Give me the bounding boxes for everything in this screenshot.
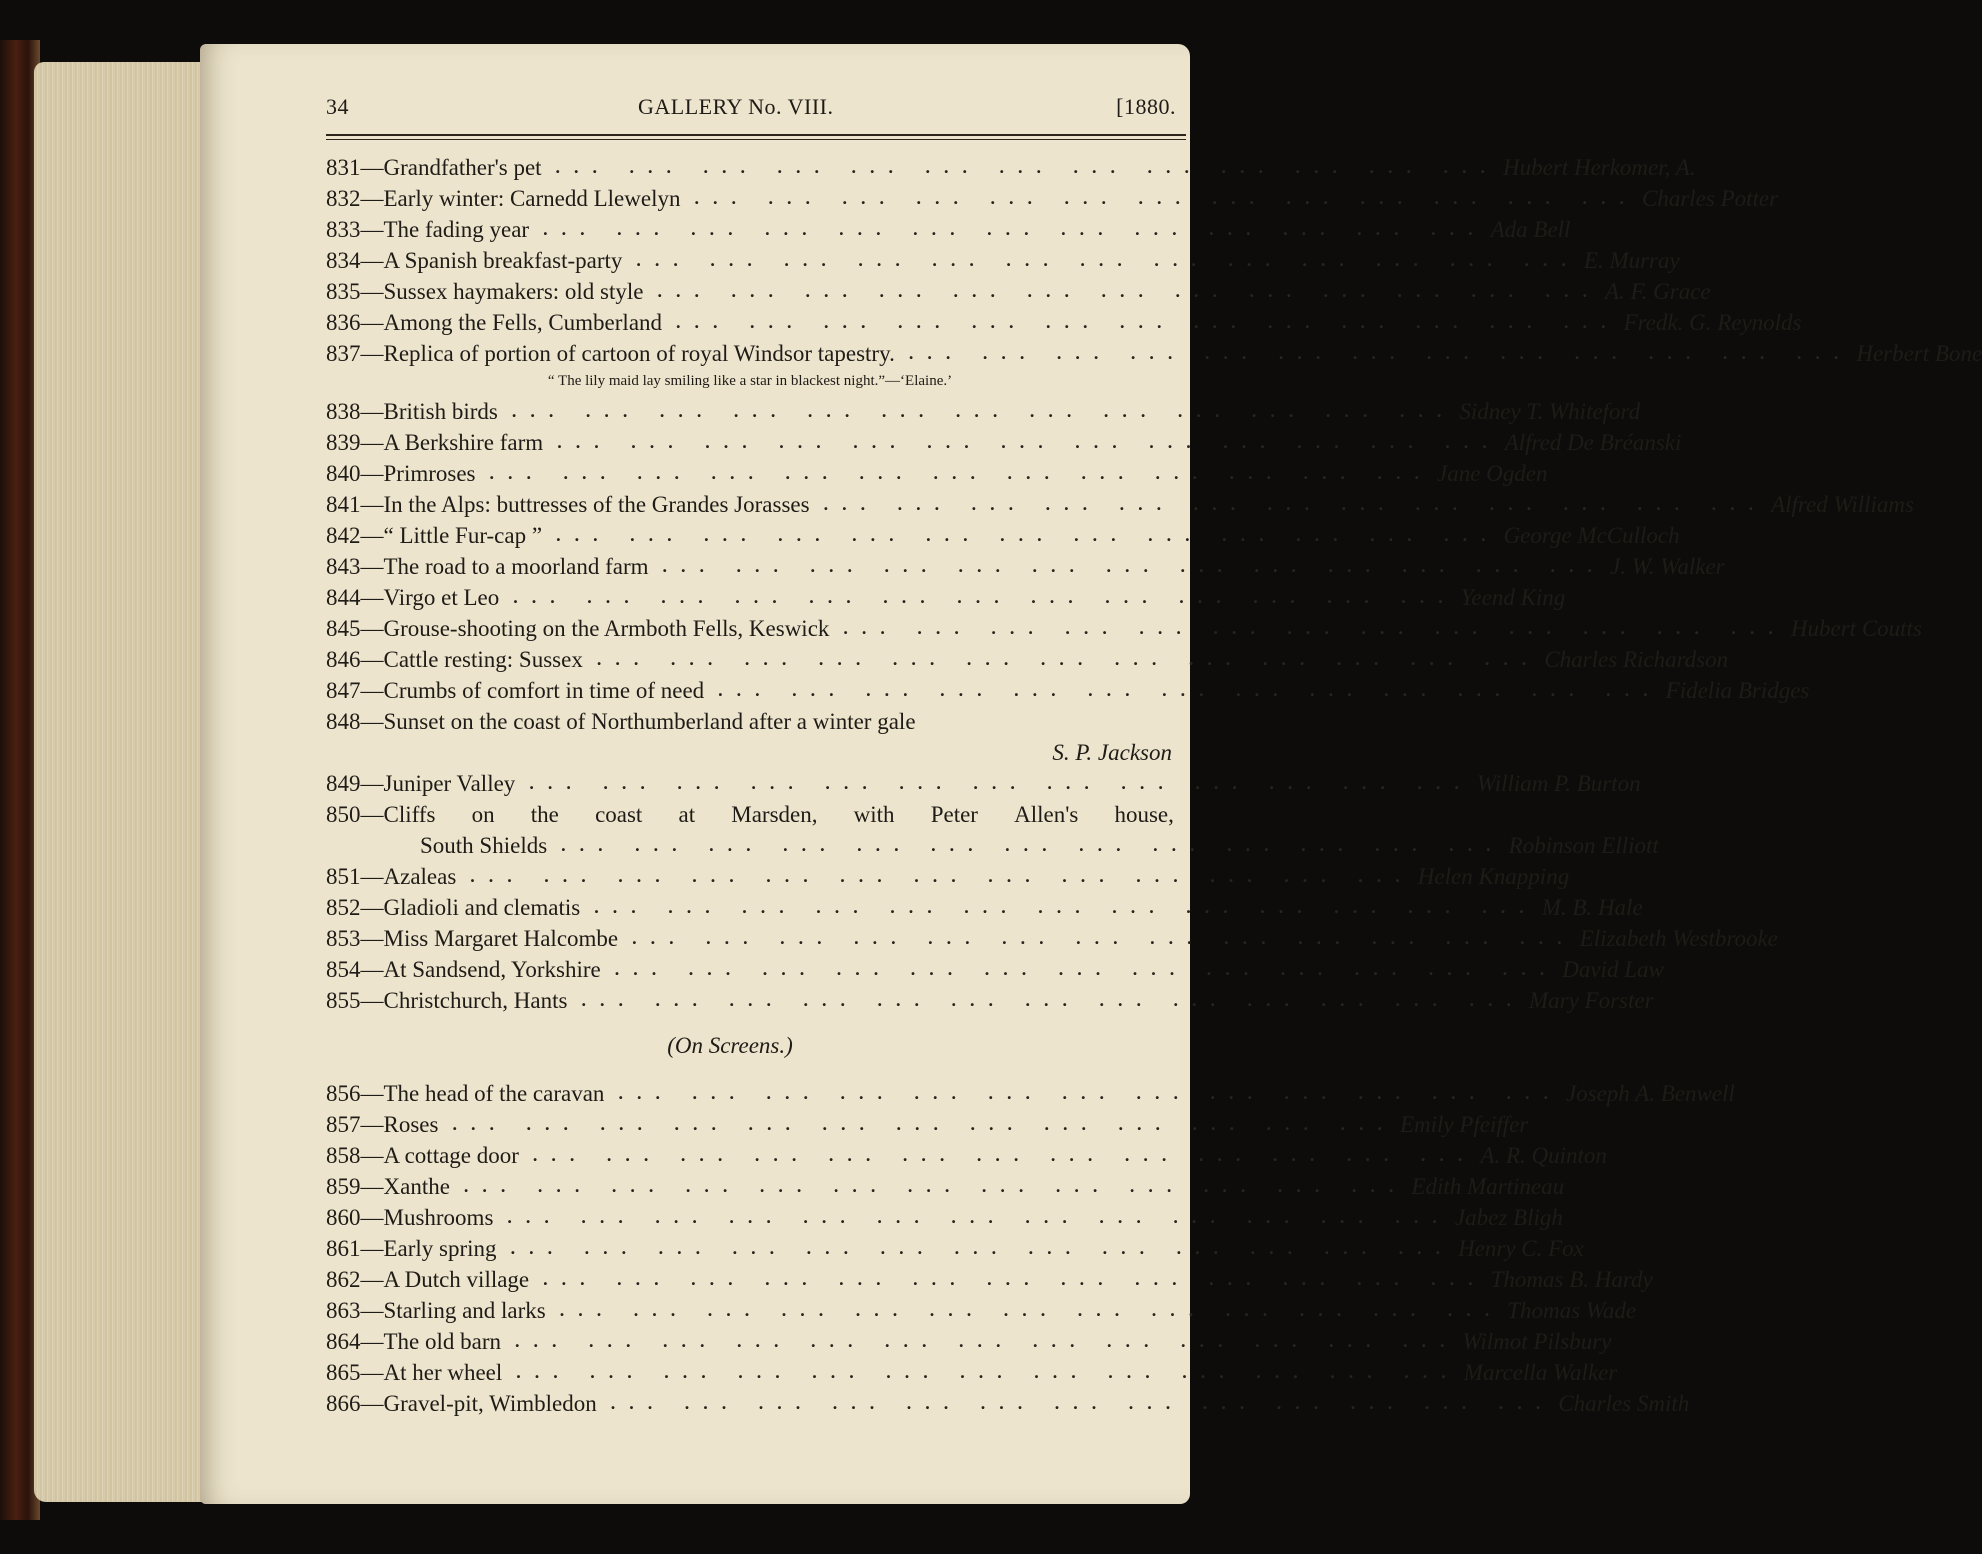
entries-group-a [326, 152, 1802, 338]
catalogue-entry: 852—Gladioli and clematis ... ... ... ... ... ... ... ... ... ... ... ... ... M. B. Hale [326, 892, 1174, 923]
entry-artist: Joseph A. Benwell [1565, 1081, 1735, 1106]
entry-title: 861—Early spring [326, 1236, 497, 1261]
catalogue-entry: 864—The old barn ... ... ... ... ... ... ... ... ... ... ... ... ... Wilmot Pilsbury [326, 1326, 1174, 1357]
entry-title: 864—The old barn [326, 1329, 502, 1354]
catalogue-entries [326, 152, 1982, 1419]
entry-title: 834—A Spanish breakfast-party [326, 248, 623, 273]
gallery-title: GALLERY No. VIII. [638, 94, 834, 119]
entry-title: 852—Gladioli and clematis [326, 895, 581, 920]
entry-title: 845—Grouse-shooting on the Armboth Fells, Keswick [326, 616, 830, 641]
catalogue-entry: 866—Gravel-pit, Wimbledon ... ... ... ... ... ... ... ... ... ... ... ... ... Charles Smith [326, 1388, 1174, 1419]
catalogue-entry: 854—At Sandsend, Yorkshire ... ... ... ... ... ... ... ... ... ... ... ... ... David Law [326, 954, 1174, 985]
entry-artist: David Law [1562, 957, 1664, 982]
catalogue-entry: 841—In the Alps: buttresses of the Grandes Jorasses ... ... ... ... ... ... ... ... ... ... ... ... ... Alfred Williams [326, 489, 1174, 520]
entry-title: 851—Azaleas [326, 864, 457, 889]
catalogue-entry: 839—A Berkshire farm ... ... ... ... ... ... ... ... ... ... ... ... ... Alfred De Bréanski [326, 427, 1174, 458]
entry-title: South Shields [420, 833, 548, 858]
entry-artist: Edith Martineau [1411, 1174, 1565, 1199]
entry-title: 855—Christchurch, Hants [326, 988, 568, 1013]
catalogue-entry: 862—A Dutch village ... ... ... ... ... ... ... ... ... ... ... ... ... Thomas B. Hardy [326, 1264, 1174, 1295]
entry-artist: Charles Smith [1558, 1391, 1690, 1416]
entry-artist: Thomas B. Hardy [1490, 1267, 1653, 1292]
catalogue-entry: 863—Starling and larks ... ... ... ... ... ... ... ... ... ... ... ... ... Thomas Wade [326, 1295, 1174, 1326]
catalogue-entry: 847—Crumbs of comfort in time of need ... ... ... ... ... ... ... ... ... ... ... ... ... Fidelia Bridges [326, 675, 1174, 706]
entry-title: 854—At Sandsend, Yorkshire [326, 957, 601, 982]
entry-artist: Hubert Coutts [1790, 616, 1922, 641]
entry-title: 839—A Berkshire farm [326, 430, 544, 455]
entry-title: 859—Xanthe [326, 1174, 450, 1199]
entry-title: 841—In the Alps: buttresses of the Grandes Jorasses [326, 492, 810, 517]
entry-artist: A. F. Grace [1605, 279, 1711, 304]
entry-artist: S. P. Jackson [1052, 740, 1172, 765]
catalogue-entry: 842—“ Little Fur-cap ” ... ... ... ... ... ... ... ... ... ... ... ... ... George McCulloch [326, 520, 1174, 551]
catalogue-entry: 843—The road to a moorland farm ... ... ... ... ... ... ... ... ... ... ... ... ... J. W. Walker [326, 551, 1174, 582]
catalogue-entry: 838—British birds ... ... ... ... ... ... ... ... ... ... ... ... ... Sidney T. Whiteford [326, 396, 1174, 427]
catalogue-entry: 853—Miss Margaret Halcombe ... ... ... ... ... ... ... ... ... ... ... ... ... Elizabeth Westbrooke [326, 923, 1174, 954]
entry-title: 866—Gravel-pit, Wimbledon [326, 1391, 597, 1416]
entry-title: 856—The head of the caravan [326, 1081, 605, 1106]
entry-artist: Yeend King [1460, 585, 1566, 610]
page-number: 34 [326, 94, 349, 119]
catalogue-entry: South Shields ... ... ... ... ... ... ... ... ... ... ... ... ... Robinson Elliott [326, 830, 1174, 861]
entry-title: 838—British birds [326, 399, 498, 424]
catalogue-entry: 857—Roses ... ... ... ... ... ... ... ... ... ... ... ... ... Emily Pfeiffer [326, 1109, 1174, 1140]
entry-title: 837—Replica of portion of cartoon of royal Windsor tapestry. [326, 341, 895, 366]
entry-title: 849—Juniper Valley [326, 771, 516, 796]
entry-artist: Charles Potter [1641, 186, 1779, 211]
entry-title: 865—At her wheel [326, 1360, 503, 1385]
page-edges [34, 62, 206, 1502]
entry-title: 853—Miss Margaret Halcombe [326, 926, 619, 951]
catalogue-entry: 834—A Spanish breakfast-party ... ... ... ... ... ... ... ... ... ... ... ... ... E. Murray [326, 245, 1174, 276]
entries-group-b [326, 396, 1922, 706]
entry-artist: E. Murray [1583, 248, 1680, 273]
catalogue-entry: 860—Mushrooms ... ... ... ... ... ... ... ... ... ... ... ... ... Jabez Bligh [326, 1202, 1174, 1233]
catalogue-entry: 844—Virgo et Leo ... ... ... ... ... ... ... ... ... ... ... ... ... Yeend King [326, 582, 1174, 613]
catalogue-entry: 846—Cattle resting: Sussex ... ... ... ... ... ... ... ... ... ... ... ... ... Charles Richardson [326, 644, 1174, 675]
entry-artist: Herbert Bone [1856, 341, 1982, 366]
entry-artist: Marcella Walker [1463, 1360, 1618, 1385]
entry-title: 846—Cattle resting: Sussex [326, 647, 583, 672]
catalogue-entry: 849—Juniper Valley ... ... ... ... ... ... ... ... ... ... ... ... ... William P. Burton [326, 768, 1174, 799]
entry-title: 842—“ Little Fur-cap ” [326, 523, 543, 548]
entry-artist: Henry C. Fox [1458, 1236, 1584, 1261]
header-rule-thick [326, 134, 1186, 136]
catalogue-entry: 835—Sussex haymakers: old style ... ... ... ... ... ... ... ... ... ... ... ... ... A. F. Grace [326, 276, 1174, 307]
catalogue-entry: 831—Grandfather's pet ... ... ... ... ... ... ... ... ... ... ... ... ... Hubert Herkomer, A. [326, 152, 1174, 183]
entry-artist: J. W. Walker [1610, 554, 1725, 579]
entry-title: 833—The fading year [326, 217, 530, 242]
entry-artist: M. B. Hale [1541, 895, 1643, 920]
entry-title: 848—Sunset on the coast of Northumberland after a winter gale [326, 709, 916, 734]
entry-title: 831—Grandfather's pet [326, 155, 542, 180]
entry-title: 836—Among the Fells, Cumberland [326, 310, 663, 335]
entry-title: 857—Roses [326, 1112, 439, 1137]
entry-title: 835—Sussex haymakers: old style [326, 279, 644, 304]
catalogue-entry: 856—The head of the caravan ... ... ... ... ... ... ... ... ... ... ... ... ... Joseph A. Benwell [326, 1078, 1174, 1109]
entry-artist: Sidney T. Whiteford [1459, 399, 1641, 424]
entry-title: 847—Crumbs of comfort in time of need [326, 678, 705, 703]
entry-artist: Ada Bell [1490, 217, 1571, 242]
entry-title-line: 850—Cliffs on the coast at Marsden, with Peter Allen's house, [326, 802, 1174, 827]
catalogue-entry: 836—Among the Fells, Cumberland ... ... ... ... ... ... ... ... ... ... ... ... ... Fredk. G. Reynolds [326, 307, 1174, 338]
entry-title: 843—The road to a moorland farm [326, 554, 649, 579]
entry-artist: Alfred De Bréanski [1504, 430, 1682, 455]
entry-artist: Alfred Williams [1771, 492, 1914, 517]
entry-artist: William P. Burton [1476, 771, 1641, 796]
catalogue-entry: 840—Primroses ... ... ... ... ... ... ... ... ... ... ... ... ... Jane Ogden [326, 458, 1174, 489]
entry-artist: George McCulloch [1503, 523, 1680, 548]
year-label: [1880. [1116, 94, 1176, 119]
catalogue-entry: 833—The fading year ... ... ... ... ... ... ... ... ... ... ... ... ... Ada Bell [326, 214, 1174, 245]
entry-title: 840—Primroses [326, 461, 476, 486]
entries-group-d [326, 1078, 1735, 1419]
catalogue-entry: 859—Xanthe ... ... ... ... ... ... ... ... ... ... ... ... ... Edith Martineau [326, 1171, 1174, 1202]
catalogue-entry: 851—Azaleas ... ... ... ... ... ... ... ... ... ... ... ... ... Helen Knapping [326, 861, 1174, 892]
catalogue-entry: 845—Grouse-shooting on the Armboth Fells, Keswick ... ... ... ... ... ... ... ... ... ... ... ... ... Hubert Coutts [326, 613, 1174, 644]
entry-artist: Mary Forster [1528, 988, 1654, 1013]
entry-artist: Hubert Herkomer, A. [1503, 155, 1696, 180]
catalogue-entry: 865—At her wheel ... ... ... ... ... ... ... ... ... ... ... ... ... Marcella Walker [326, 1357, 1174, 1388]
entry-artist: Wilmot Pilsbury [1462, 1329, 1612, 1354]
entries-group-c [326, 861, 1778, 1016]
section-heading: (On Screens.) [667, 1033, 793, 1058]
entry-artist: Charles Richardson [1544, 647, 1729, 672]
entry-artist: Helen Knapping [1417, 864, 1570, 889]
entry-title: 832—Early winter: Carnedd Llewelyn [326, 186, 681, 211]
entry-title: 860—Mushrooms [326, 1205, 494, 1230]
catalogue-entry: 858—A cottage door ... ... ... ... ... ... ... ... ... ... ... ... ... A. R. Quinton [326, 1140, 1174, 1171]
entry-title: 858—A cottage door [326, 1143, 519, 1168]
catalogue-entry: 855—Christchurch, Hants ... ... ... ... ... ... ... ... ... ... ... ... ... Mary Forster [326, 985, 1174, 1016]
entry-quote: “ The lily maid lay smiling like a star in blackest night.”—‘Elaine.’ [547, 373, 953, 389]
entry-artist: A. R. Quinton [1480, 1143, 1607, 1168]
running-header [326, 94, 1176, 128]
entry-artist: Jabez Bligh [1454, 1205, 1563, 1230]
entry-title: 844—Virgo et Leo [326, 585, 500, 610]
entry-artist: Fidelia Bridges [1665, 678, 1810, 703]
entry-artist: Fredk. G. Reynolds [1623, 310, 1802, 335]
entry-title: 862—A Dutch village [326, 1267, 530, 1292]
entry-artist: Emily Pfeiffer [1399, 1112, 1529, 1137]
catalogue-entry: 837—Replica of portion of cartoon of royal Windsor tapestry. ... ... ... ... ... ... ... ... ... ... ... ... ... Herbert Bone [326, 338, 1174, 369]
catalogue-entry: 861—Early spring ... ... ... ... ... ... ... ... ... ... ... ... ... Henry C. Fox [326, 1233, 1174, 1264]
catalogue-entry: 832—Early winter: Carnedd Llewelyn ... ... ... ... ... ... ... ... ... ... ... ... ... Charles Potter [326, 183, 1174, 214]
entry-artist: Thomas Wade [1507, 1298, 1637, 1323]
header-rule-thin [326, 139, 1186, 140]
entry-artist: Elizabeth Westbrooke [1579, 926, 1778, 951]
entry-artist: Jane Ogden [1437, 461, 1548, 486]
entry-title: 863—Starling and larks [326, 1298, 546, 1323]
entry-artist: Robinson Elliott [1508, 833, 1659, 858]
